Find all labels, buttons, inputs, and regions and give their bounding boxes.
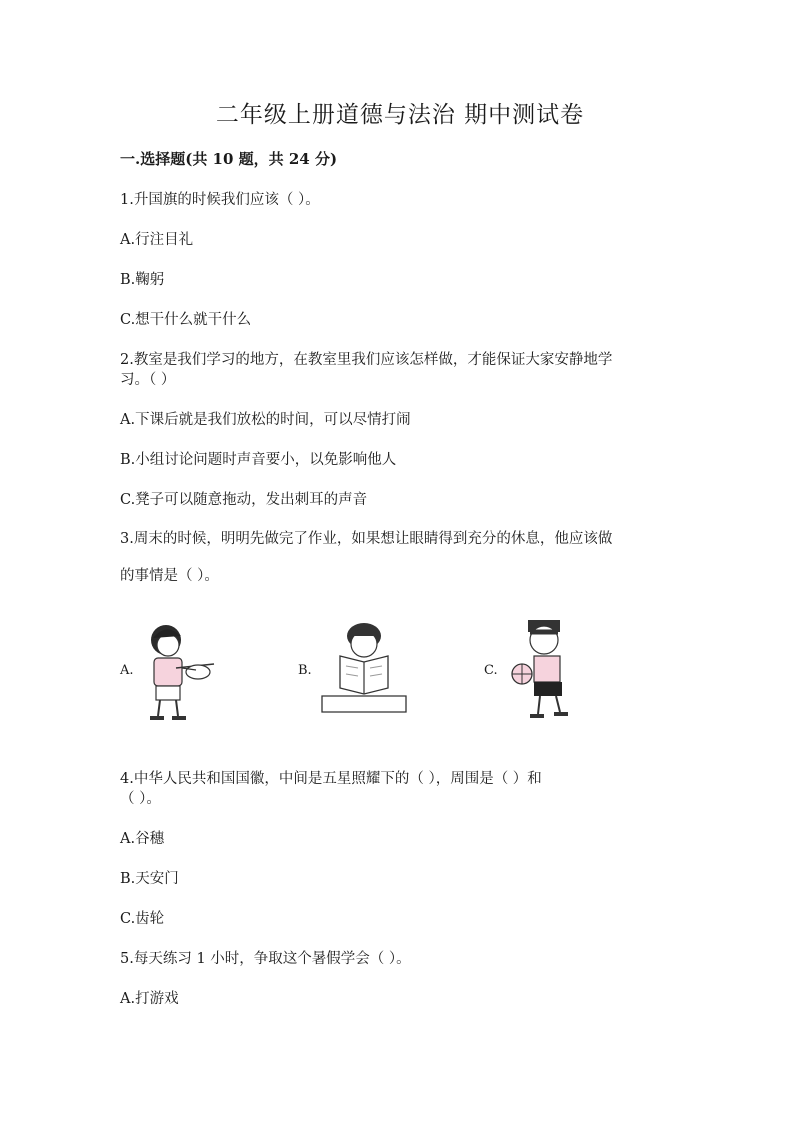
question-2-option-b: B.小组讨论问题时声音要小，以免影响他人 xyxy=(120,452,397,468)
violin-boy-illustration xyxy=(136,618,226,726)
question-1-option-a: A.行注目礼 xyxy=(120,232,194,248)
page-title: 二年级上册道德与法治 期中测试卷 xyxy=(215,102,585,128)
question-4-option-b: B.天安门 xyxy=(120,871,179,887)
question-5-option-a: A.打游戏 xyxy=(120,991,179,1007)
reading-boy-illustration xyxy=(318,616,410,716)
question-2-stem-line1: 2.教室是我们学习的地方，在教室里我们应该怎样做，才能保证大家安静地学 xyxy=(120,352,613,368)
question-4-option-a: A.谷穗 xyxy=(120,831,165,847)
question-1-stem: 1.升国旗的时候我们应该（ ）。 xyxy=(120,192,320,208)
question-3-stem-line2: 的事情是（ ）。 xyxy=(120,568,219,584)
image-label-a: A. xyxy=(120,663,134,678)
question-2-stem-line2: 习。（ ） xyxy=(120,372,176,388)
basketball-boy-illustration xyxy=(504,618,580,722)
question-1-option-b: B.鞠躬 xyxy=(120,272,165,288)
section-heading: 一.选择题(共 10 题，共 24 分) xyxy=(120,150,338,168)
question-3-stem-line1: 3.周末的时候，明明先做完了作业，如果想让眼睛得到充分的休息，他应该做 xyxy=(120,531,613,547)
image-label-b: B. xyxy=(298,663,312,678)
question-2-option-c: C.凳子可以随意拖动，发出刺耳的声音 xyxy=(120,492,368,508)
image-label-c: C. xyxy=(484,663,498,678)
question-2-option-a: A.下课后就是我们放松的时间，可以尽情打闹 xyxy=(120,412,411,428)
question-4-stem-line1: 4.中华人民共和国国徽，中间是五星照耀下的（ ），周围是（ ）和 xyxy=(120,771,542,787)
question-4-stem-line2: （ ）。 xyxy=(120,791,161,807)
question-4-option-c: C.齿轮 xyxy=(120,911,165,927)
question-1-option-c: C.想干什么就干什么 xyxy=(120,312,252,328)
question-5-stem: 5.每天练习 1 小时，争取这个暑假学会（ ）。 xyxy=(120,951,411,967)
